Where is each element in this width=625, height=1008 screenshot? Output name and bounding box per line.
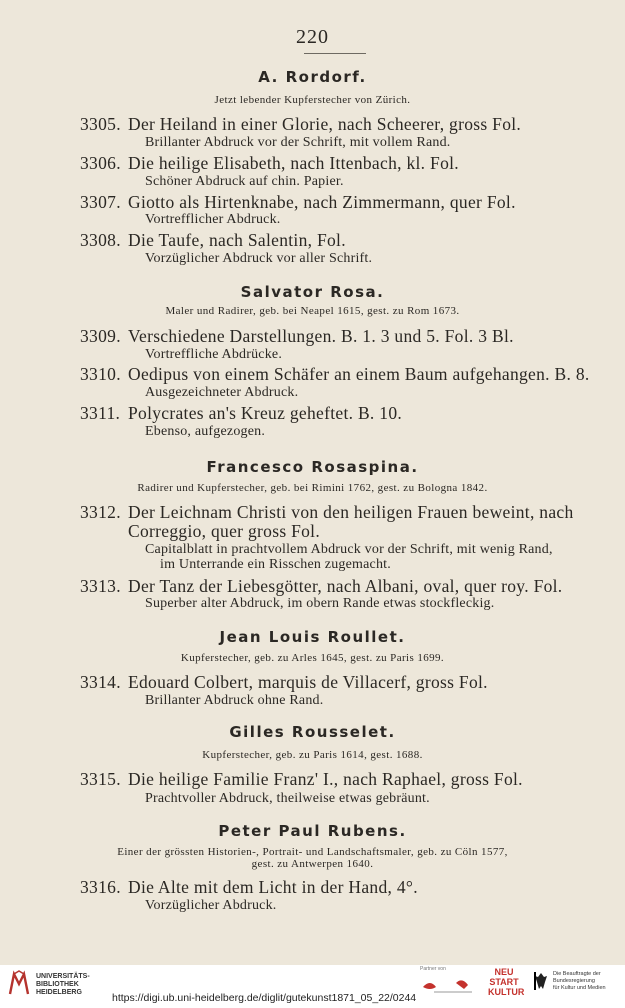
federal-eagle-icon xyxy=(534,972,548,990)
catalog-entry xyxy=(80,114,521,135)
artist-heading: Peter Paul Rubens. xyxy=(218,822,407,840)
neustart-kultur-logo[interactable] xyxy=(488,967,525,997)
entry-note: Capitalblatt in prachtvollem Abdruck vor der Schrift, mit wenig Rand, xyxy=(145,542,553,557)
entry-title: Die heilige Familie Franz' I., nach Raphael, gross Fol. xyxy=(128,769,523,789)
artist-subtitle: Radirer und Kupferstecher, geb. bei Rimini 1762, gest. zu Bologna 1842. xyxy=(137,482,488,494)
artist-subtitle-cont: gest. zu Antwerpen 1640. xyxy=(251,858,374,870)
entry-note: Vorzüglicher Abdruck vor aller Schrift. xyxy=(145,251,373,266)
entry-title: Der Tanz der Liebesgötter, nach Albani, oval, quer roy. Fol. xyxy=(128,576,563,596)
artist-heading: Francesco Rosaspina. xyxy=(206,458,419,476)
entry-number: 3314. xyxy=(80,672,121,692)
catalog-entry xyxy=(80,192,516,213)
entry-title-continuation: Correggio, quer gross Fol. xyxy=(128,521,321,541)
neustart-line: START xyxy=(489,977,519,987)
entry-number: 3310. xyxy=(80,364,121,384)
catalog-entry xyxy=(80,326,514,347)
entry-number: 3316. xyxy=(80,877,121,897)
artist-subtitle: Jetzt lebender Kupferstecher von Zürich. xyxy=(214,94,411,106)
entry-number: 3307. xyxy=(80,192,121,212)
catalog-entry xyxy=(80,877,418,898)
catalog-entry xyxy=(80,364,590,385)
bkm-line: für Kultur und Medien xyxy=(553,985,606,991)
artist-heading: Gilles Rousselet. xyxy=(229,723,396,741)
catalog-entry xyxy=(80,502,574,523)
library-name[interactable] xyxy=(36,973,90,997)
entry-number: 3315. xyxy=(80,769,121,789)
entry-title: Verschiedene Darstellungen. B. 1. 3 und 5. Fol. 3 Bl. xyxy=(128,326,514,346)
entry-number: 3308. xyxy=(80,230,121,250)
neustart-line: NEU xyxy=(494,967,514,977)
entry-note: Ausgezeichneter Abdruck. xyxy=(145,385,299,400)
entry-note: Ebenso, aufgezogen. xyxy=(145,424,266,439)
artist-heading: Jean Louis Roullet. xyxy=(219,628,406,646)
bkm-line: Die Beauftragte der Bundesregierung xyxy=(553,971,601,984)
library-name-line: BIBLIOTHEK xyxy=(36,981,79,988)
library-name-line: UNIVERSITÄTS- xyxy=(36,973,90,980)
partner-logo-icon[interactable] xyxy=(420,975,480,995)
entry-number: 3305. xyxy=(80,114,121,134)
entry-title: Der Leichnam Christi von den heiligen Frauen beweint, nach xyxy=(128,502,574,522)
page-number: 220 xyxy=(296,26,329,48)
catalog-entry xyxy=(80,230,346,251)
entry-title: Polycrates an's Kreuz geheftet. B. 10. xyxy=(128,403,403,423)
entry-note: Brillanter Abdruck vor der Schrift, mit vollem Rand. xyxy=(145,135,451,150)
artist-subtitle: Maler und Radirer, geb. bei Neapel 1615, gest. zu Rom 1673. xyxy=(165,305,460,317)
catalog-entry xyxy=(80,672,488,693)
entry-number: 3313. xyxy=(80,576,121,596)
permalink-url[interactable]: https://digi.ub.uni-heidelberg.de/diglit/gutekunst1871_05_22/0244 xyxy=(112,992,417,1004)
partner-label: Partner von xyxy=(420,966,446,972)
entry-note: Vortreffliche Abdrücke. xyxy=(145,347,283,362)
entry-title: Der Heiland in einer Glorie, nach Scheerer, gross Fol. xyxy=(128,114,522,134)
entry-number: 3306. xyxy=(80,153,121,173)
catalog-entry xyxy=(80,769,523,790)
entry-title: Die Taufe, nach Salentin, Fol. xyxy=(128,230,346,250)
entry-title: Die heilige Elisabeth, nach Ittenbach, kl. Fol. xyxy=(128,153,459,173)
artist-subtitle: Kupferstecher, geb. zu Paris 1614, gest. 1688. xyxy=(202,749,423,761)
entry-note: Brillanter Abdruck ohne Rand. xyxy=(145,693,324,708)
artist-heading: A. Rordorf. xyxy=(258,68,367,86)
entry-note: Superber alter Abdruck, im obern Rande etwas stockfleckig. xyxy=(145,596,495,611)
university-library-logo-icon[interactable] xyxy=(8,970,30,996)
artist-subtitle: Kupferstecher, geb. zu Arles 1645, gest. zu Paris 1699. xyxy=(180,652,445,664)
catalog-entry xyxy=(80,576,563,597)
entry-note: Vorzüglicher Abdruck. xyxy=(145,898,277,913)
entry-number: 3311. xyxy=(80,403,121,423)
neustart-line: KULTUR xyxy=(488,987,525,997)
artist-subtitle: Einer der grössten Historien-, Portrait- und Landschaftsmaler, geb. zu Cöln 1577, xyxy=(117,846,508,858)
viewer-footer xyxy=(0,965,625,1008)
artist-heading: Salvator Rosa. xyxy=(240,283,385,301)
entry-note: Schöner Abdruck auf chin. Papier. xyxy=(145,174,344,189)
entry-note: Vortrefflicher Abdruck. xyxy=(145,212,281,227)
bkm-label[interactable] xyxy=(553,971,625,992)
library-name-line: HEIDELBERG xyxy=(36,989,82,996)
entry-title: Die Alte mit dem Licht in der Hand, 4°. xyxy=(128,877,418,897)
entry-title: Oedipus von einem Schäfer an einem Baum aufgehangen. B. 8. xyxy=(128,364,590,384)
catalog-entry xyxy=(80,403,402,424)
entry-note: im Unterrande ein Risschen zugemacht. xyxy=(160,557,391,572)
page-number-rule xyxy=(304,53,366,54)
catalog-entry xyxy=(80,153,459,174)
entry-number: 3312. xyxy=(80,502,121,522)
entry-title: Giotto als Hirtenknabe, nach Zimmermann, quer Fol. xyxy=(128,192,516,212)
entry-number: 3309. xyxy=(80,326,121,346)
entry-title: Edouard Colbert, marquis de Villacerf, gross Fol. xyxy=(128,672,488,692)
entry-note: Prachtvoller Abdruck, theilweise etwas gebräunt. xyxy=(145,791,430,806)
